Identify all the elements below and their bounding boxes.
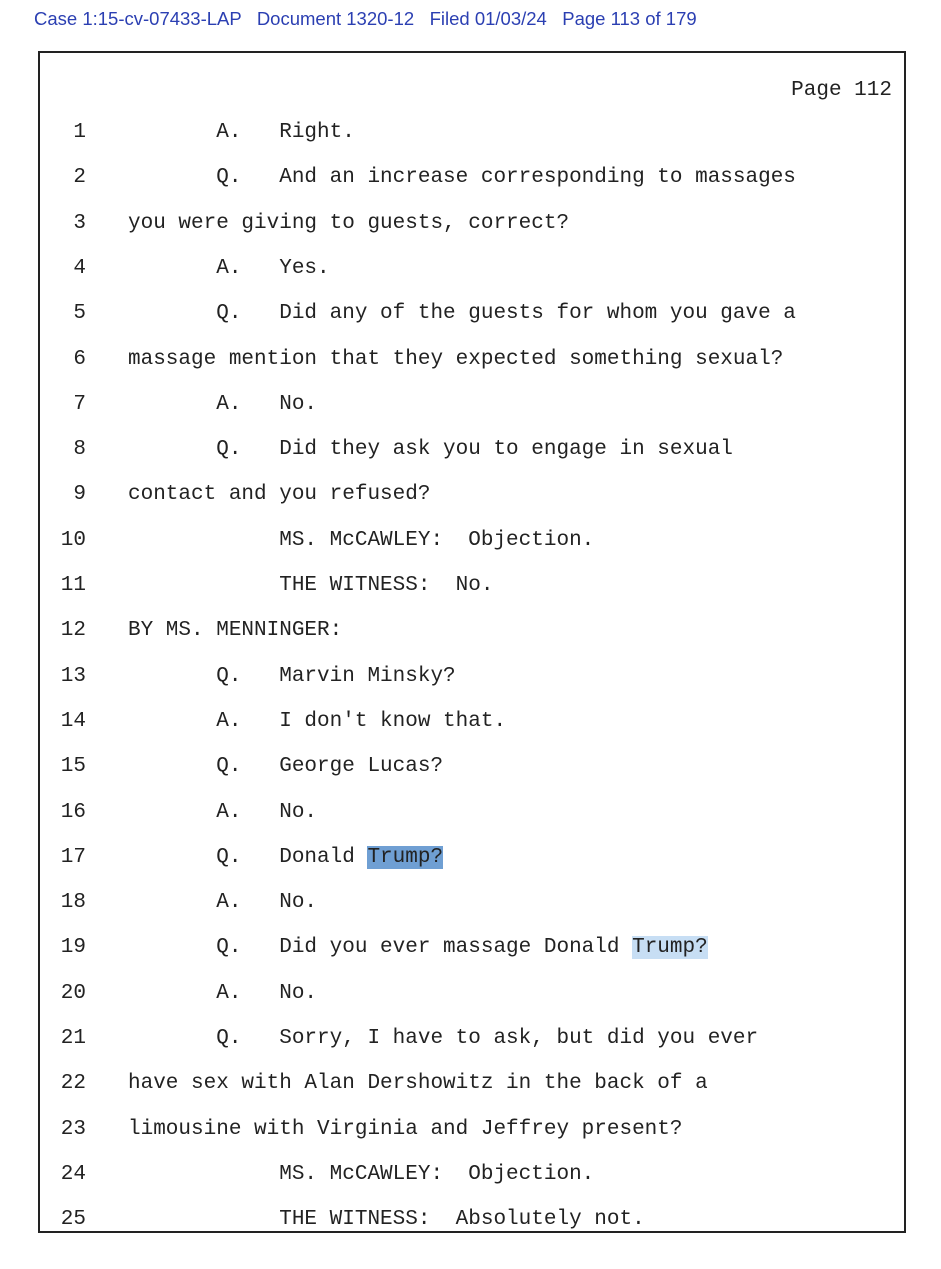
line-text-main: Q. Sorry, I have to ask, but did you ever <box>128 1027 759 1050</box>
line-text <box>128 1024 758 1054</box>
line-text <box>128 1160 594 1190</box>
line-text-main: A. No. <box>128 981 318 1005</box>
line-text <box>128 707 506 737</box>
transcript-line <box>40 979 904 1009</box>
line-text-main: limousine with Virginia and Jeffrey present? <box>128 1117 683 1141</box>
line-text-main: Q. And an increase corresponding to massages <box>128 166 796 190</box>
transcript-page <box>38 51 906 1233</box>
line-text <box>128 616 342 646</box>
line-number: 16 <box>60 800 86 824</box>
transcript-line <box>40 888 904 918</box>
transcript-line <box>40 480 904 510</box>
line-number: 3 <box>73 211 86 235</box>
line-text-main: A. Yes. <box>128 256 330 280</box>
line-text-main: massage mention that they expected something sexual? <box>128 347 784 371</box>
transcript-line <box>40 209 904 239</box>
line-number: 1 <box>73 121 86 144</box>
transcript-line <box>40 1160 904 1190</box>
transcript-line <box>40 843 904 873</box>
line-text <box>128 933 708 963</box>
line-text <box>128 752 443 782</box>
line-text <box>128 888 317 918</box>
line-text-main: you were giving to guests, correct? <box>128 211 570 235</box>
transcript-line <box>40 163 904 193</box>
line-text <box>128 843 443 873</box>
transcript-line <box>40 752 904 782</box>
line-text-main: Q. Did they ask you to engage in sexual <box>128 438 733 462</box>
line-text-main: A. No. <box>128 392 318 416</box>
line-number: 19 <box>60 936 86 960</box>
line-number: 21 <box>60 1027 86 1050</box>
line-number: 15 <box>60 755 86 779</box>
line-text <box>128 435 733 465</box>
transcript-line <box>40 662 904 692</box>
line-number: 7 <box>73 392 86 416</box>
line-text-main: A. I don't know that. <box>128 709 507 733</box>
transcript-line <box>40 435 904 465</box>
transcript-line <box>40 798 904 828</box>
line-number: 23 <box>60 1117 86 1141</box>
line-number: 22 <box>60 1072 86 1096</box>
line-text <box>128 345 783 375</box>
line-text-main: Q. George Lucas? <box>128 755 444 779</box>
line-text-main: BY MS. MENNINGER: <box>128 619 343 643</box>
line-text <box>128 526 594 556</box>
line-text <box>128 118 355 148</box>
transcript-line <box>40 254 904 284</box>
transcript-line <box>40 118 904 148</box>
transcript-line <box>40 571 904 601</box>
line-text-main: THE WITNESS: Absolutely not. <box>128 1208 645 1232</box>
line-number: 2 <box>73 166 86 190</box>
transcript-line <box>40 390 904 420</box>
line-text <box>128 299 796 329</box>
line-number: 12 <box>60 619 86 643</box>
line-number: 9 <box>73 483 86 507</box>
transcript-line <box>40 1115 904 1145</box>
line-number: 14 <box>60 709 86 733</box>
line-text <box>128 571 493 601</box>
line-number: 10 <box>60 528 86 552</box>
transcript-line <box>40 299 904 329</box>
line-number: 5 <box>73 302 86 326</box>
transcript-line <box>40 1205 904 1235</box>
page-number-label: Page 112 <box>791 79 892 102</box>
line-text <box>128 979 317 1009</box>
line-text-main: Q. Donald <box>128 845 368 869</box>
line-text <box>128 1115 683 1145</box>
line-text-main: Q. Did any of the guests for whom you gave a <box>128 302 796 326</box>
line-text <box>128 480 430 510</box>
line-text <box>128 662 456 692</box>
transcript-line <box>40 526 904 556</box>
line-text <box>128 798 317 828</box>
line-text-main: MS. McCAWLEY: Objection. <box>128 528 595 552</box>
transcript-line <box>40 345 904 375</box>
line-number: 25 <box>60 1208 86 1232</box>
line-text <box>128 390 317 420</box>
line-text-main: A. Right. <box>128 121 355 144</box>
line-text-main: Q. Did you ever massage Donald <box>128 936 633 960</box>
transcript-line <box>40 707 904 737</box>
line-text <box>128 1205 645 1235</box>
transcript-line <box>40 1024 904 1054</box>
line-number: 24 <box>60 1162 86 1186</box>
line-text-main: A. No. <box>128 800 318 824</box>
line-text <box>128 254 330 284</box>
transcript-line <box>40 616 904 646</box>
line-text-main: A. No. <box>128 891 318 915</box>
line-text <box>128 163 796 193</box>
line-text-main: Q. Marvin Minsky? <box>128 664 456 688</box>
line-number: 13 <box>60 664 86 688</box>
line-number: 20 <box>60 981 86 1005</box>
line-number: 17 <box>60 845 86 869</box>
line-text-main: THE WITNESS: No. <box>128 574 494 597</box>
line-number: 4 <box>73 256 86 280</box>
document-header: Case 1:15-cv-07433-LAP Document 1320-12 Filed 01/03/24 Page 113 of 179 <box>34 8 697 29</box>
line-text <box>128 209 569 239</box>
line-number: 6 <box>73 347 86 371</box>
transcript-line <box>40 1069 904 1099</box>
line-number: 8 <box>73 438 86 462</box>
highlighted-text: Trump? <box>632 936 708 960</box>
highlighted-text: Trump? <box>367 845 444 869</box>
line-text <box>128 1069 708 1099</box>
line-text-main: contact and you refused? <box>128 483 431 507</box>
line-text-main: have sex with Alan Dershowitz in the back of a <box>128 1072 708 1096</box>
transcript-line <box>40 933 904 963</box>
line-number: 11 <box>60 574 86 597</box>
line-number: 18 <box>60 891 86 915</box>
line-text-main: MS. McCAWLEY: Objection. <box>128 1162 595 1186</box>
